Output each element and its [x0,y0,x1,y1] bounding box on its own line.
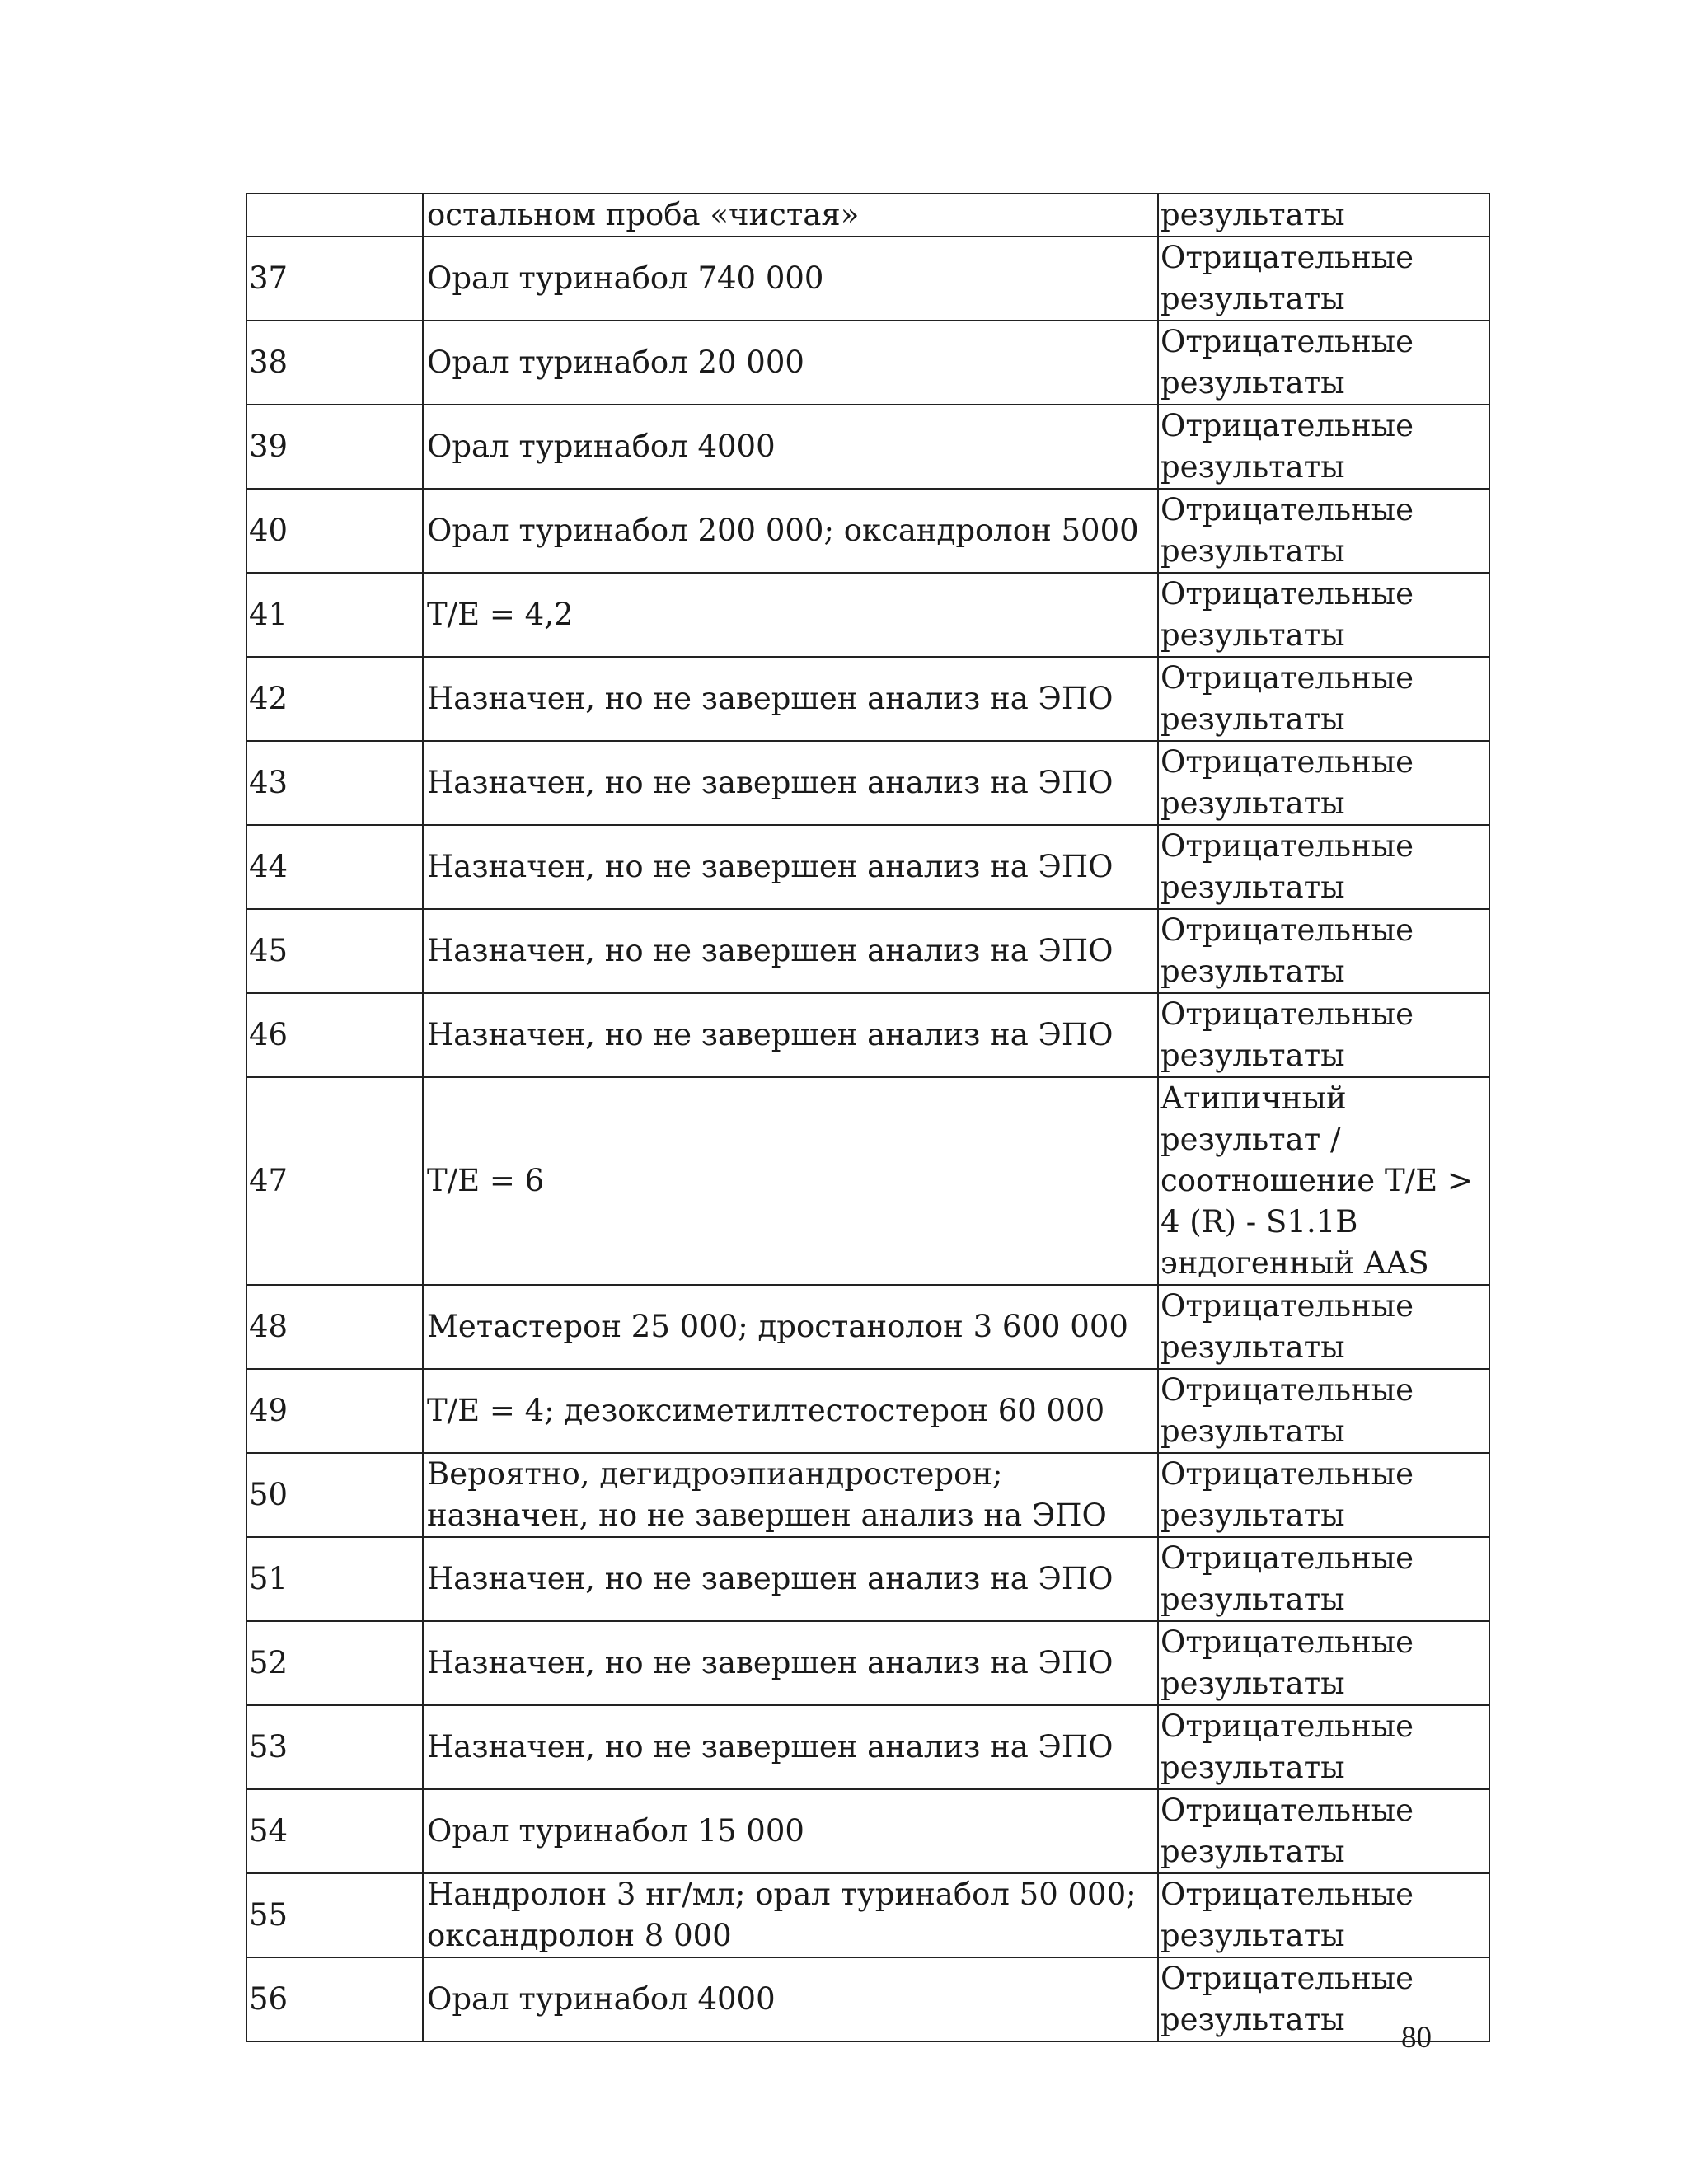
row-content-cell-line: Орал туринабол 15 000 [427,1813,804,1849]
row-result-cell-line: результаты [1160,1918,1345,1953]
row-result-cell-line: результаты [1160,1666,1345,1701]
row-number-cell: 54 [246,1789,423,1873]
table-row [246,741,1489,825]
row-content-cell-line: Вероятно, дегидроэпиандростерон; [427,1456,1003,1492]
row-content-cell [423,1705,1158,1789]
row-result-cell [1158,405,1489,489]
row-result-cell-line: 4 (R) - S1.1B [1160,1204,1358,1240]
row-content-cell [423,825,1158,909]
row-result-cell [1158,1285,1489,1369]
row-result-cell [1158,573,1489,657]
row-content-cell-line: Назначен, но не завершен анализ на ЭПО [427,1645,1114,1680]
table-row [246,657,1489,741]
row-result-cell-line: результаты [1160,954,1345,989]
table-row [246,1453,1489,1537]
row-number-cell: 47 [246,1077,423,1285]
row-result-cell-line: результаты [1160,701,1345,737]
row-result-cell [1158,194,1489,237]
row-number-cell: 50 [246,1453,423,1537]
row-result-cell-line: Отрицательные [1160,1288,1414,1324]
row-result-cell-line: Отрицательные [1160,408,1414,443]
row-result-cell-line: Отрицательные [1160,912,1414,948]
row-result-cell-line: результаты [1160,281,1345,316]
row-number-cell: 53 [246,1705,423,1789]
row-result-cell-line: соотношение T/E > [1160,1163,1473,1198]
row-number-cell: 52 [246,1621,423,1705]
row-result-cell-line: результаты [1160,1582,1345,1617]
row-result-cell [1158,1453,1489,1537]
row-result-cell-line: Отрицательные [1160,1961,1414,1996]
row-content-cell [423,741,1158,825]
row-content-cell-line: Орал туринабол 200 000; оксандролон 5000 [427,513,1139,548]
table-row [246,1537,1489,1621]
row-content-cell-line: Орал туринабол 740 000 [427,260,824,296]
row-result-cell-line: результаты [1160,869,1345,905]
table-row [246,1705,1489,1789]
table-row [246,1077,1489,1285]
row-number-cell: 44 [246,825,423,909]
row-result-cell-line: Отрицательные [1160,1793,1414,1828]
table-row [246,1369,1489,1453]
table-row [246,321,1489,405]
row-result-cell-line: Атипичный [1160,1080,1347,1116]
row-number-cell: 49 [246,1369,423,1453]
row-content-cell-line: Назначен, но не завершен анализ на ЭПО [427,933,1114,968]
row-number-cell: 56 [246,1957,423,2041]
row-content-cell [423,237,1158,321]
row-content-cell-line: Орал туринабол 4000 [427,429,776,464]
row-content-cell [423,657,1158,741]
row-content-cell-line: Метастерон 25 000; дростанолон 3 600 000 [427,1309,1128,1344]
row-result-cell-line: Отрицательные [1160,1624,1414,1660]
row-result-cell [1158,741,1489,825]
row-result-cell-line: результаты [1160,1497,1345,1533]
row-number-cell: 38 [246,321,423,405]
table-row [246,573,1489,657]
row-result-cell-line: результаты [1160,449,1345,485]
row-result-cell-line: Отрицательные [1160,1456,1414,1492]
row-result-cell [1158,1873,1489,1957]
row-content-cell [423,1789,1158,1873]
row-result-cell [1158,657,1489,741]
row-content-cell-line: Назначен, но не завершен анализ на ЭПО [427,849,1114,884]
row-content-cell [423,194,1158,237]
row-content-cell-line: Назначен, но не завершен анализ на ЭПО [427,681,1114,716]
table-row [246,1789,1489,1873]
row-result-cell [1158,1537,1489,1621]
row-content-cell [423,1077,1158,1285]
row-number-cell: 41 [246,573,423,657]
row-result-cell-line: результаты [1160,197,1345,232]
table-row [246,405,1489,489]
row-result-cell [1158,489,1489,573]
row-number-cell [246,194,423,237]
row-number-cell: 43 [246,741,423,825]
row-content-cell [423,573,1158,657]
row-number-cell: 40 [246,489,423,573]
row-result-cell-line: Отрицательные [1160,492,1414,527]
row-result-cell [1158,1369,1489,1453]
row-result-cell-line: результаты [1160,533,1345,569]
row-number-cell: 39 [246,405,423,489]
row-content-cell-line: Назначен, но не завершен анализ на ЭПО [427,1017,1114,1052]
row-content-cell-line: назначен, но не завершен анализ на ЭПО [427,1497,1107,1533]
row-content-cell [423,1369,1158,1453]
row-result-cell-line: результаты [1160,617,1345,653]
row-content-cell [423,1621,1158,1705]
row-result-cell [1158,1077,1489,1285]
row-result-cell-line: результаты [1160,1038,1345,1073]
table-row [246,909,1489,993]
row-result-cell [1158,321,1489,405]
row-content-cell-line: Нандролон 3 нг/мл; орал туринабол 50 000; [427,1877,1137,1912]
row-number-cell: 55 [246,1873,423,1957]
row-content-cell-line: Назначен, но не завершен анализ на ЭПО [427,765,1114,800]
row-content-cell [423,993,1158,1077]
results-table-body [246,194,1489,2041]
row-number-cell: 46 [246,993,423,1077]
row-content-cell-line: T/E = 4,2 [427,597,574,632]
row-number-cell: 51 [246,1537,423,1621]
row-content-cell-line: Орал туринабол 4000 [427,1981,776,2017]
row-number-cell: 42 [246,657,423,741]
row-result-cell-line: результаты [1160,1750,1345,1785]
row-content-cell [423,1537,1158,1621]
row-result-cell-line: результаты [1160,1329,1345,1365]
row-content-cell [423,1873,1158,1957]
row-number-cell: 48 [246,1285,423,1369]
table-row [246,194,1489,237]
row-content-cell-line: Назначен, но не завершен анализ на ЭПО [427,1561,1114,1596]
row-result-cell-line: результаты [1160,1834,1345,1869]
row-content-cell [423,489,1158,573]
row-result-cell-line: Отрицательные [1160,1877,1414,1912]
row-result-cell-line: Отрицательные [1160,1540,1414,1576]
row-result-cell [1158,237,1489,321]
table-row [246,489,1489,573]
row-result-cell-line: Отрицательные [1160,744,1414,780]
row-content-cell [423,321,1158,405]
row-content-cell-line: Назначен, но не завершен анализ на ЭПО [427,1729,1114,1765]
row-result-cell-line: результат / [1160,1122,1341,1157]
row-content-cell-line: оксандролон 8 000 [427,1918,732,1953]
row-result-cell [1158,993,1489,1077]
table-row [246,1621,1489,1705]
row-result-cell [1158,825,1489,909]
row-result-cell-line: результаты [1160,2002,1345,2037]
row-number-cell: 37 [246,237,423,321]
row-result-cell [1158,1957,1489,2041]
row-result-cell [1158,1705,1489,1789]
table-row [246,825,1489,909]
row-result-cell [1158,1621,1489,1705]
row-result-cell-line: Отрицательные [1160,576,1414,612]
row-result-cell-line: результаты [1160,1413,1345,1449]
row-content-cell-line: Орал туринабол 20 000 [427,344,804,380]
page-number: 80 [1401,2021,1432,2055]
table-row [246,993,1489,1077]
row-result-cell-line: Отрицательные [1160,240,1414,275]
row-result-cell-line: Отрицательные [1160,996,1414,1032]
row-result-cell-line: Отрицательные [1160,324,1414,359]
row-result-cell [1158,909,1489,993]
row-content-cell [423,405,1158,489]
row-result-cell-line: Отрицательные [1160,1372,1414,1408]
table-row [246,1285,1489,1369]
row-content-cell [423,1453,1158,1537]
row-result-cell-line: результаты [1160,785,1345,821]
table-row [246,237,1489,321]
row-result-cell-line: эндогенный AAS [1160,1245,1429,1281]
row-result-cell-line: Отрицательные [1160,660,1414,696]
results-table [246,193,1490,2042]
table-row [246,1873,1489,1957]
table-row [246,1957,1489,2041]
row-result-cell-line: Отрицательные [1160,1708,1414,1744]
row-content-cell-line: T/E = 6 [427,1163,545,1198]
row-result-cell [1158,1789,1489,1873]
row-content-cell [423,1957,1158,2041]
row-content-cell-line: T/E = 4; дезоксиметилтестостерон 60 000 [427,1393,1105,1428]
row-result-cell-line: Отрицательные [1160,828,1414,864]
row-number-cell: 45 [246,909,423,993]
row-result-cell-line: результаты [1160,365,1345,401]
row-content-cell [423,909,1158,993]
row-content-cell [423,1285,1158,1369]
row-content-cell-line: остальном проба «чистая» [427,197,860,232]
